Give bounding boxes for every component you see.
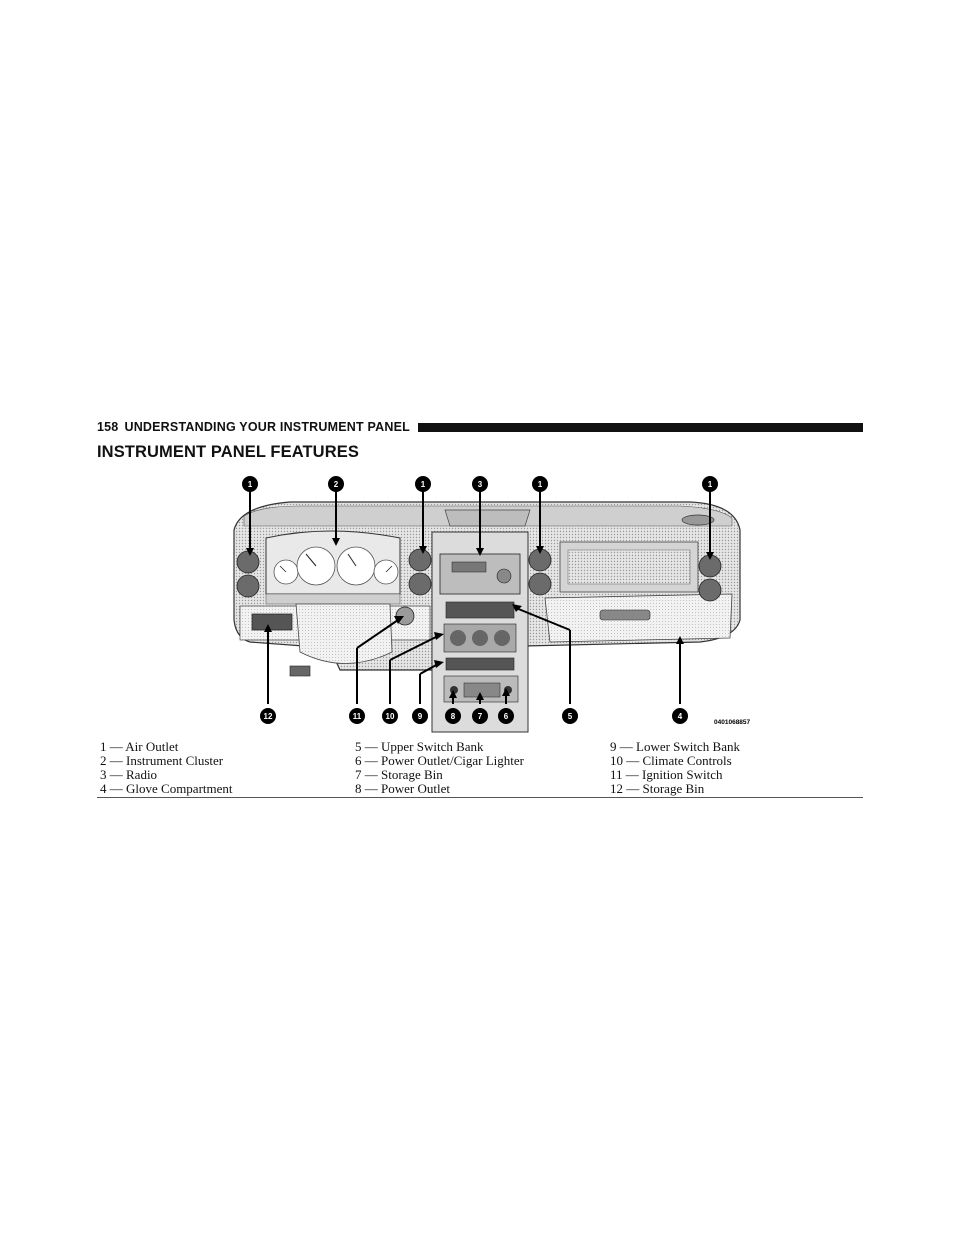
- callouts-top: [242, 476, 718, 492]
- legend-item: 10 — Climate Controls: [610, 753, 732, 768]
- instrument-panel-figure: [220, 470, 760, 735]
- callout-3: 3: [477, 480, 483, 489]
- page-number: 158: [97, 420, 119, 434]
- legend-item: 12 — Storage Bin: [610, 781, 705, 796]
- figure-legend: [100, 740, 864, 796]
- legend-item: 6 — Power Outlet/Cigar Lighter: [355, 753, 524, 768]
- callout-1a: 1: [247, 480, 253, 489]
- callout-9: 9: [417, 712, 423, 721]
- legend-column-2: [355, 740, 610, 796]
- legend-item: 8 — Power Outlet: [355, 781, 450, 796]
- legend-item: 7 — Storage Bin: [355, 767, 443, 782]
- section-title: UNDERSTANDING YOUR INSTRUMENT PANEL: [124, 420, 410, 434]
- legend-item: 2 — Instrument Cluster: [100, 753, 224, 768]
- page-title: INSTRUMENT PANEL FEATURES: [97, 443, 359, 461]
- callout-5: 5: [567, 712, 573, 721]
- storage-bin-left-shape: [252, 614, 292, 630]
- legend-item: 9 — Lower Switch Bank: [610, 739, 740, 754]
- callout-1c: 1: [537, 480, 543, 489]
- callout-10: 10: [385, 712, 395, 721]
- legend-item: 4 — Glove Compartment: [100, 781, 233, 796]
- callout-11: 11: [352, 712, 362, 721]
- header-rule: [418, 423, 863, 432]
- figure-code: 0401068857: [714, 719, 751, 726]
- legend-column-1: [100, 740, 355, 796]
- legend-item: 3 — Radio: [100, 767, 158, 782]
- callout-1d: 1: [707, 480, 713, 489]
- callout-6: 6: [503, 712, 509, 721]
- page-header: [97, 419, 863, 435]
- callout-2: 2: [333, 480, 339, 489]
- legend-column-3: [610, 740, 864, 796]
- callout-1b: 1: [420, 480, 426, 489]
- legend-item: 1 — Air Outlet: [100, 739, 179, 754]
- callout-7: 7: [477, 712, 483, 721]
- legend-item: 11 — Ignition Switch: [610, 767, 723, 782]
- callout-8: 8: [450, 712, 456, 721]
- callout-12: 12: [263, 712, 273, 721]
- instrument-panel-illustration: [220, 470, 760, 735]
- legend-item: 5 — Upper Switch Bank: [355, 739, 484, 754]
- callout-4: 4: [677, 712, 683, 721]
- legend-rule: [97, 797, 863, 798]
